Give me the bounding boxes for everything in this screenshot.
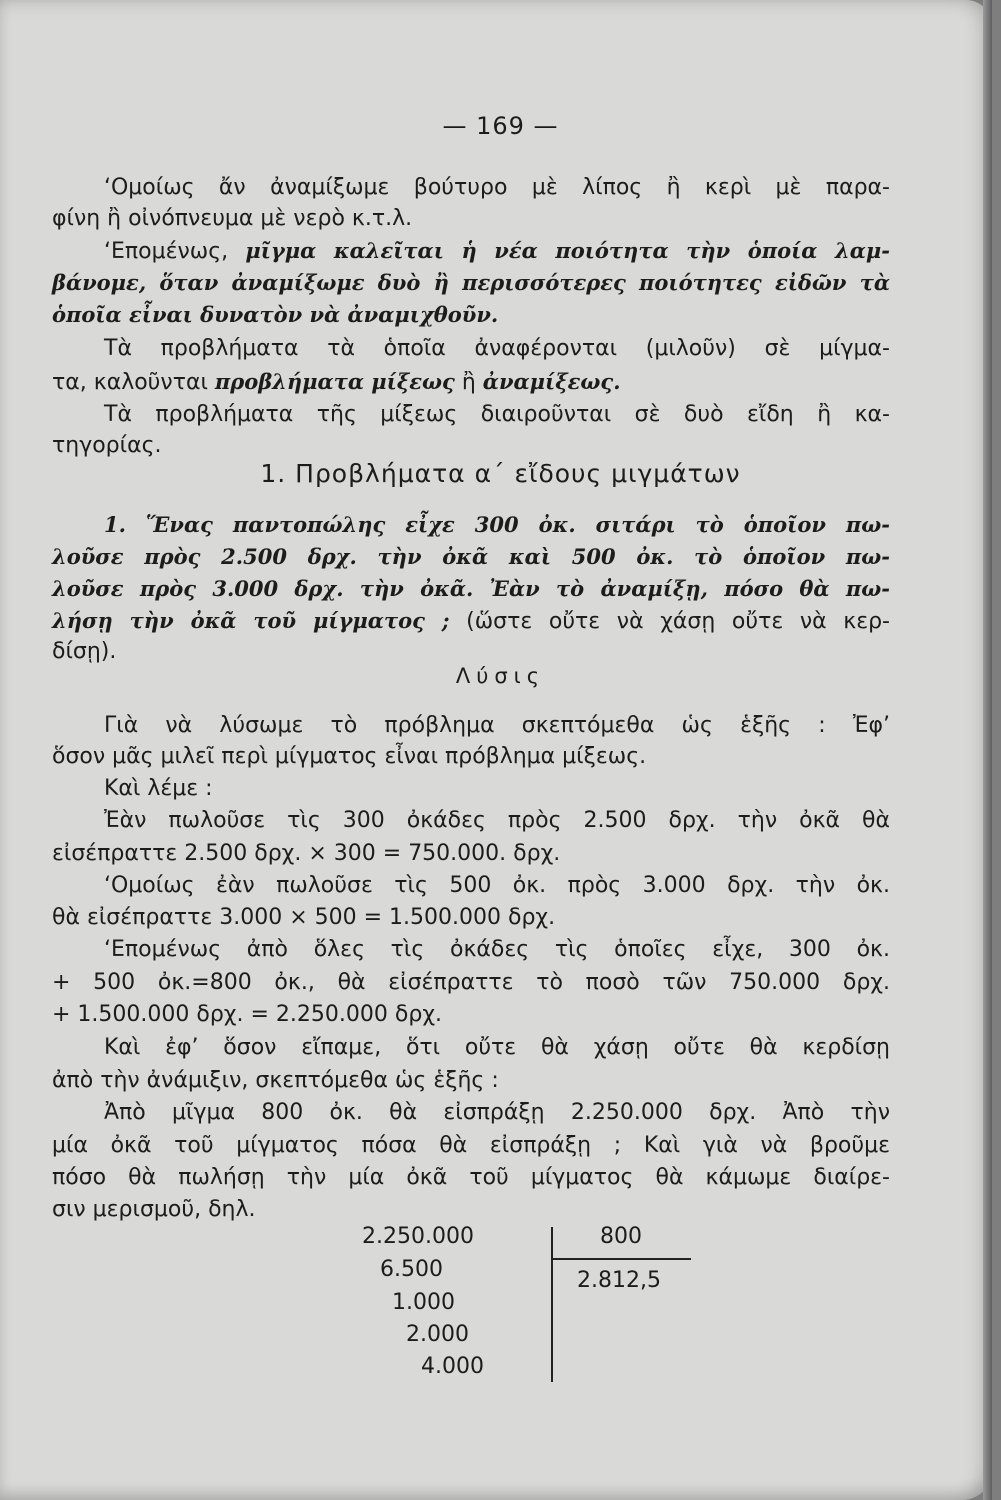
- division-remainder: 6.500: [380, 1257, 443, 1282]
- solution-line: ‘Επομένως ἀπὸ ὅλες τὶς ὀκάδες τὶς ὁποῖες εἶχε, 300 ὀκ.: [104, 937, 890, 962]
- problem-note: (ὥστε οὔτε νὰ χάσῃ οὔτε νὰ κερ-: [466, 609, 890, 634]
- italic-line: ὁποῖα εἶναι δυνατὸν νὰ ἀναμιχθοῦν.: [52, 302, 499, 327]
- section-heading: 1. Προβλήματα α΄ εἴδους μιγμάτων: [260, 459, 741, 488]
- text-line: [52, 366, 890, 398]
- division-divisor: 800: [600, 1224, 642, 1249]
- division-dividend: 2.250.000: [362, 1224, 474, 1249]
- problem-line: λοῦσε πρὸς 3.000 δρχ. τὴν ὀκᾶ. Ἐὰν τὸ ἀναμίξῃ, πόσο θὰ πω-: [52, 576, 890, 601]
- division-remainder: 1.000: [392, 1290, 455, 1315]
- problem-question: λήσῃ τὴν ὀκᾶ τοῦ μίγματος ;: [52, 608, 450, 633]
- solution-line: μία ὀκᾶ τοῦ μίγματος πόσα θὰ εἰσπράξῃ ; Καὶ γιὰ νὰ βροῦμε: [52, 1133, 890, 1158]
- division-remainder: 4.000: [421, 1354, 484, 1379]
- solution-line: πόσο θὰ πωλήσῃ τὴν μία ὀκᾶ τοῦ μίγματος θὰ κάμωμε διαίρε-: [52, 1165, 890, 1190]
- italic-term: προβλήματα μίξεως: [214, 369, 455, 394]
- solution-line: + 500 ὀκ.=800 ὀκ., θὰ εἰσέπραττε τὸ ποσὸ τῶν 750.000 δρχ.: [52, 970, 890, 995]
- page-number: — 169 —: [442, 112, 559, 140]
- division-horizontal-rule: [553, 1258, 691, 1260]
- italic-term: ἀναμίξεως.: [482, 369, 621, 394]
- solution-line: ‘Ομοίως ἐὰν πωλοῦσε τὶς 500 ὀκ. πρὸς 3.000 δρχ. τὴν ὀκ.: [104, 873, 890, 898]
- solution-line: Ἀπὸ μῖγμα 800 ὀκ. θὰ εἰσπράξῃ 2.250.000 δρχ. Ἀπὸ τὴν: [104, 1100, 890, 1125]
- problem-line: [52, 605, 890, 637]
- division-vertical-rule: [551, 1227, 553, 1382]
- text-line: φίνη ἢ οἰνόπνευμα μὲ νερὸ κ.τ.λ.: [52, 206, 413, 231]
- problem-line: δίσῃ).: [52, 639, 117, 664]
- solution-line: Γιὰ νὰ λύσωμε τὸ πρόβλημα σκεπτόμεθα ὡς ἑξῆς : Ἐφ’: [104, 713, 890, 738]
- text-line: τηγορίας.: [52, 433, 162, 458]
- text-line: Τὰ προβλήματα τῆς μίξεως διαιροῦνται σὲ δυὸ εἴδη ἢ κα-: [104, 402, 890, 427]
- solution-title: Λύσις: [455, 664, 546, 688]
- solution-line: ὅσον μᾶς μιλεῖ περὶ μίγματος εἶναι πρόβλημα μίξεως.: [52, 744, 647, 769]
- problem-line: λοῦσε πρὸς 2.500 δρχ. τὴν ὀκᾶ καὶ 500 ὀκ. τὸ ὁποῖον πω-: [52, 544, 890, 569]
- solution-line: Καὶ ἐφ’ ὅσον εἴπαμε, ὅτι οὔτε θὰ χάσῃ οὔτε θὰ κερδίσῃ: [104, 1035, 890, 1060]
- solution-line: Ἐὰν πωλοῦσε τὶς 300 ὀκάδες πρὸς 2.500 δρχ. τὴν ὀκᾶ θὰ: [104, 808, 890, 833]
- text-fragment: τα, καλοῦνται: [52, 370, 208, 395]
- division-remainder: 2.000: [406, 1322, 469, 1347]
- problem-line: 1. Ἕνας παντοπώλης εἶχε 300 ὀκ. σιτάρι τὸ ὁποῖον πω-: [104, 512, 890, 537]
- solution-line: σιν μερισμοῦ, δηλ.: [52, 1197, 256, 1222]
- italic-definition: μῖγμα καλεῖται ἡ νέα ποιότητα τὴν ὁποία λαμ-: [245, 238, 890, 263]
- text-line: [52, 235, 890, 267]
- solution-line: + 1.500.000 δρχ. = 2.250.000 δρχ.: [52, 1002, 443, 1027]
- italic-line: βάνομε, ὅταν ἀναμίξωμε δυὸ ἢ περισσότερες ποιότητες εἰδῶν τὰ: [52, 270, 890, 295]
- page-edge: [983, 0, 992, 1500]
- solution-line: Καὶ λέμε :: [104, 776, 213, 801]
- solution-line: θὰ εἰσέπραττε 3.000 × 500 = 1.500.000 δρχ.: [52, 905, 556, 930]
- text-line: ‘Ομοίως ἄν ἀναμίξωμε βούτυρο μὲ λίπος ἢ κερὶ μὲ παρα-: [104, 175, 890, 200]
- division-quotient: 2.812,5: [577, 1268, 661, 1293]
- text-fragment: ‘Επομένως,: [104, 239, 229, 264]
- solution-line: ἀπὸ τὴν ἀνάμιξιν, σκεπτόμεθα ὡς ἑξῆς :: [52, 1068, 499, 1093]
- text-line: Τὰ προβλήματα τὰ ὁποῖα ἀναφέρονται (μιλοῦν) σὲ μίγμα-: [104, 336, 890, 361]
- solution-line: εἰσέπραττε 2.500 δρχ. × 300 = 750.000. δρχ.: [52, 841, 561, 866]
- text-fragment: ἢ: [461, 370, 476, 395]
